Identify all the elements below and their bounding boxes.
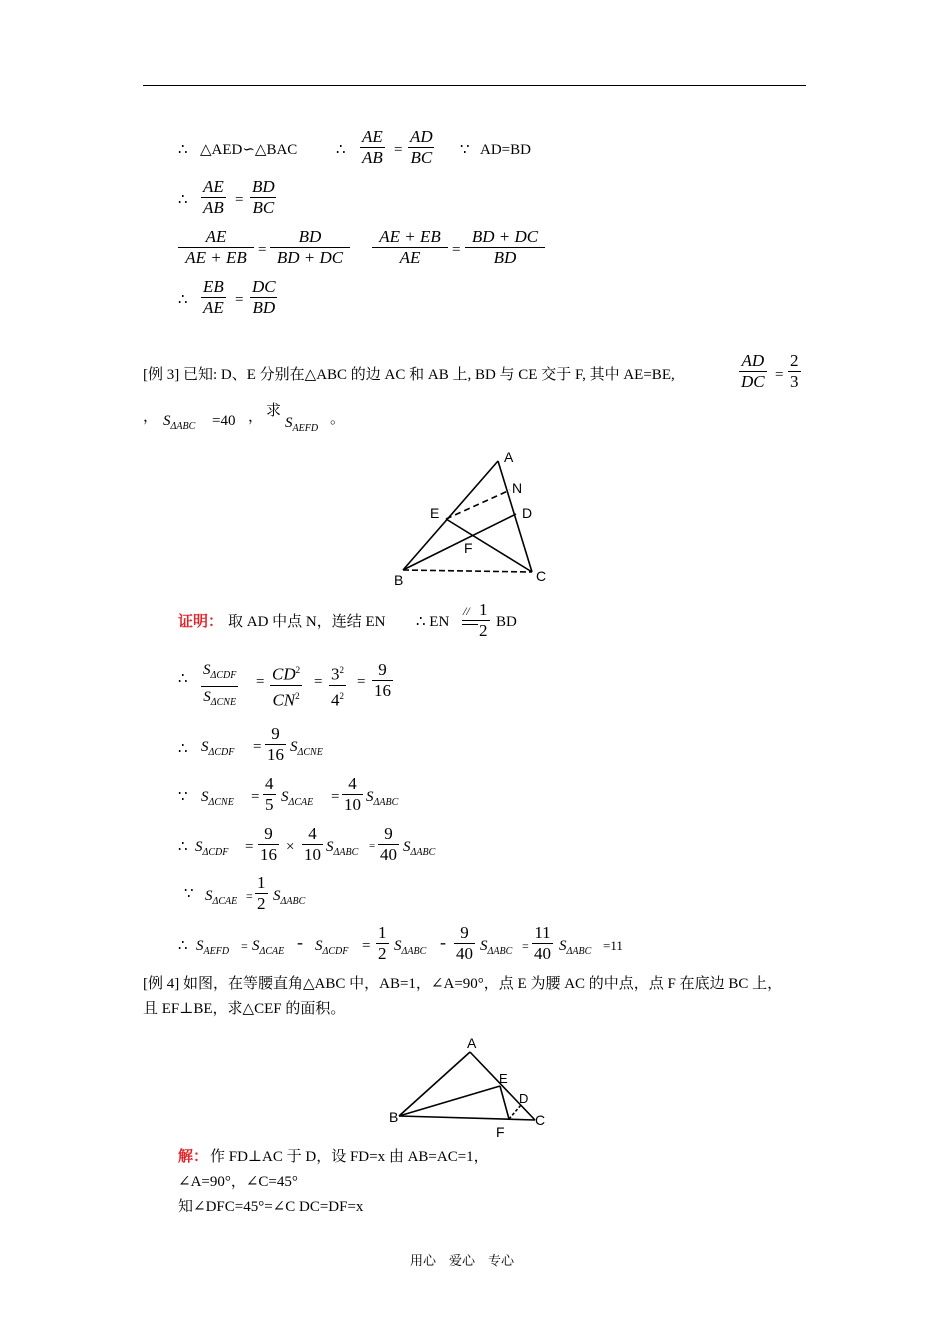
area-abc: $S_{\Delta ABC}$	[480, 938, 513, 958]
fraction-4-5: 4 5	[265, 774, 274, 814]
fraction-ae-over-sum	[180, 227, 252, 268]
numerator: 1	[479, 600, 488, 619]
fraction-ad-dc	[739, 351, 767, 392]
triangle-figure-2	[385, 1030, 555, 1145]
fraction-9-16: 9 16	[374, 660, 391, 700]
fraction-dc-bd	[250, 277, 278, 318]
segment-en	[446, 490, 510, 519]
proof-text: 取 AD 中点 N，连结 EN	[228, 614, 386, 630]
therefore-symbol: ∴	[178, 741, 188, 757]
period: 。	[330, 411, 346, 427]
solution-line-1: 作 FD⊥AC 于 D，设 FD=x 由 AB=AC=1，	[210, 1149, 489, 1165]
label-a: A	[467, 1035, 477, 1051]
therefore-symbol: ∴	[178, 192, 188, 208]
area-abc: $S_{\Delta ABC}$	[403, 839, 436, 859]
example-4-statement: [例 4] 如图，在等腰直角△ABC 中，AB=1，∠A=90°，点 E 为腰 AC 的中点，点 F 在底边 BC 上，	[143, 976, 783, 992]
fraction-3sq-4sq: $3^2$ $4^2$	[331, 664, 344, 710]
equals: =	[452, 242, 461, 258]
equals: =	[246, 889, 253, 903]
numerator: AE + EB	[379, 227, 441, 246]
parallel-equal-symbol: //	[463, 604, 470, 618]
equals: =	[253, 739, 262, 755]
solution-line-3: 知∠DFC=45°=∠C DC=DF=x	[178, 1199, 364, 1215]
denominator: 2	[479, 621, 488, 640]
ad-equals-bd: AD=BD	[480, 142, 531, 158]
numerator: AE	[362, 127, 383, 146]
fraction-11-40: 11 40	[534, 923, 551, 963]
solution-label: 解：	[178, 1149, 209, 1165]
proof-label: 证明：	[178, 614, 224, 630]
fraction-ad-bc	[408, 127, 435, 168]
side-bc	[403, 570, 532, 572]
equals: =	[357, 674, 366, 690]
triangle-figure-1	[390, 445, 560, 590]
fraction-1-2: 1 2	[257, 873, 266, 913]
area-cdf: $S_{\Delta CDF}$	[195, 839, 229, 859]
denominator: AB	[362, 148, 383, 167]
label-n: N	[512, 480, 523, 496]
therefore-symbol: ∴	[178, 839, 188, 855]
because-symbol: ∵	[184, 886, 194, 902]
times: ×	[286, 839, 295, 855]
example-3-statement: [例 3] 已知: D、E 分别在△ABC 的边 AC 和 AB 上, BD 与 CE 交于 F, 其中 AE=BE,	[143, 367, 675, 383]
denominator: BD	[252, 298, 276, 317]
numerator: BD	[252, 177, 275, 196]
denominator: AB	[203, 198, 224, 217]
label-e: E	[430, 505, 440, 521]
fraction-sum-over-bd	[467, 227, 543, 268]
equals: =	[331, 789, 340, 805]
denominator: AE + EB	[178, 247, 254, 268]
fraction-sum-over-ae	[374, 227, 446, 268]
area-abc: $S_{\Delta ABC}$	[559, 938, 592, 958]
area-cae: $S_{\Delta CAE}$	[252, 938, 285, 958]
label-c: C	[536, 568, 547, 584]
denominator: AE	[372, 247, 448, 268]
label-c: C	[535, 1112, 546, 1128]
parallel-equal-bar	[462, 624, 478, 625]
result: =11	[603, 938, 623, 953]
equals-40: =40	[212, 413, 236, 429]
therefore-symbol: ∴	[336, 142, 346, 158]
qiu: 求	[266, 403, 282, 419]
footer-text: 用心 爱心 专心	[410, 1253, 515, 1268]
fraction-area-ratio: $S_{\Delta CDF}$ $S_{\Delta CNE}$	[201, 660, 238, 713]
bd: BD	[496, 614, 517, 630]
denominator: BD + DC	[270, 247, 350, 268]
label-e: E	[499, 1071, 508, 1086]
label-b: B	[394, 572, 404, 588]
denominator: BC	[252, 198, 275, 217]
en-statement: ∴ EN	[416, 614, 450, 630]
equals: =	[251, 789, 260, 805]
fraction-bd-over-sum	[272, 227, 348, 268]
equals: =	[258, 242, 267, 258]
numerator: 2	[790, 351, 799, 370]
label-d: D	[522, 505, 533, 521]
denominator: BD	[465, 247, 545, 268]
area-cne: $S_{\Delta CNE}$	[201, 789, 234, 809]
denominator: DC	[741, 372, 765, 391]
label-d: D	[519, 1091, 529, 1106]
area-abc: $S_{\Delta ABC}$	[273, 888, 306, 908]
segment-fd	[509, 1105, 521, 1119]
area-cdf: $S_{\Delta CDF}$	[315, 938, 349, 958]
therefore-symbol: ∴	[178, 292, 188, 308]
comma: ，	[248, 409, 264, 425]
denominator: BC	[410, 148, 433, 167]
equals: =	[235, 192, 244, 208]
area-cae: $S_{\Delta CAE}$	[281, 789, 314, 809]
side-ab	[399, 1052, 470, 1116]
area-abc: $S_{\Delta ABC}$	[366, 789, 399, 809]
numerator: BD	[298, 227, 322, 246]
example-4-statement-2: 且 EF⊥BE，求△CEF 的面积。	[143, 1001, 346, 1017]
fraction-1-2: 1 2	[378, 923, 387, 963]
equals: =	[775, 367, 784, 383]
numerator: DC	[252, 277, 276, 296]
comma: ，	[143, 409, 159, 425]
equals: =	[362, 938, 371, 954]
fraction-9-40: 9 40	[380, 824, 397, 864]
equals: =	[241, 939, 248, 953]
label-a: A	[504, 449, 514, 465]
side-bc	[399, 1116, 535, 1120]
fraction-cd2-cn2: $CD^2$ $CN^2$	[272, 664, 301, 710]
denominator: 3	[790, 372, 799, 391]
header-rule	[143, 85, 806, 86]
area-cae: $S_{\Delta CAE}$	[205, 888, 238, 908]
area-aefd: $S_{AEFD}$	[285, 415, 319, 435]
fraction-ae-ab-2	[201, 177, 226, 218]
fraction-ae-ab	[360, 127, 385, 168]
numerator: EB	[203, 277, 224, 296]
equals: =	[245, 839, 254, 855]
fraction-bd-bc	[250, 177, 277, 218]
segment-be	[399, 1086, 500, 1116]
because-symbol: ∵	[178, 789, 188, 805]
equals: =	[522, 939, 529, 953]
denominator: AE	[203, 298, 224, 317]
equals: =	[314, 674, 323, 690]
parallel-equal-bar	[462, 620, 478, 621]
fraction-9-16: 9 16	[267, 724, 284, 764]
numerator: AE	[203, 177, 224, 196]
solution-line-2: ∠A=90°，∠C=45°	[178, 1174, 298, 1190]
numerator: AE	[205, 227, 227, 246]
numerator: BD + DC	[471, 227, 539, 246]
fraction-4-10: 4 10	[344, 774, 361, 814]
equals: =	[369, 840, 376, 852]
area-cdf: $S_{\Delta CDF}$	[201, 739, 235, 759]
equals: =	[394, 142, 403, 158]
numerator: AD	[410, 127, 433, 146]
minus: -	[440, 932, 446, 952]
fraction-9-40: 9 40	[456, 923, 473, 963]
area-abc: $S_{\Delta ABC}$	[326, 839, 359, 859]
therefore-symbol: ∴	[178, 142, 188, 158]
minus: -	[297, 932, 303, 952]
label-f: F	[496, 1124, 505, 1140]
area-aefd: $S_{AEFD}$	[196, 938, 230, 958]
area-cne: $S_{\Delta CNE}$	[290, 739, 323, 759]
therefore-symbol: ∴	[178, 938, 188, 954]
side-ab	[403, 461, 498, 570]
label-b: B	[389, 1109, 399, 1125]
fraction-2-3	[788, 351, 801, 392]
fraction-4-10: 4 10	[304, 824, 321, 864]
equals: =	[235, 292, 244, 308]
therefore-symbol: ∴	[178, 671, 188, 687]
side-ac	[470, 1052, 535, 1120]
segment-bd	[403, 514, 516, 570]
equals: =	[256, 674, 265, 690]
area-abc: $S_{\Delta ABC}$	[394, 938, 427, 958]
fraction-9-16: 9 16	[260, 824, 277, 864]
label-f: F	[464, 540, 473, 556]
area-abc: $S_{\Delta ABC}$	[163, 413, 196, 433]
similar-statement: △AED∽△BAC	[200, 142, 298, 158]
fraction-1-2	[477, 600, 490, 641]
fraction-eb-ae	[201, 277, 226, 318]
numerator: AD	[741, 351, 765, 370]
because-symbol: ∵	[460, 142, 470, 158]
